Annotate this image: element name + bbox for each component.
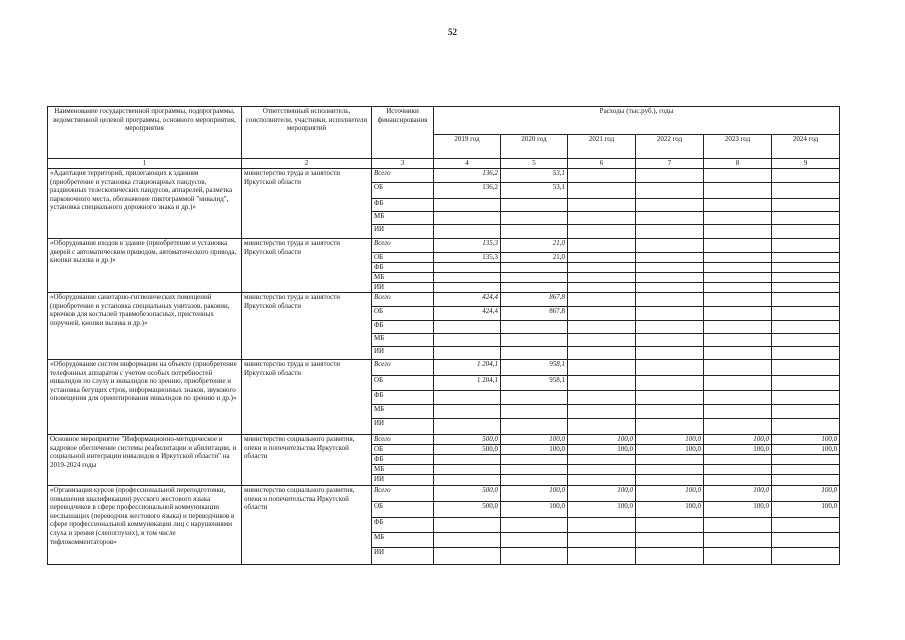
amount-cell: 100,0 [704,445,772,455]
amount-cell [501,263,568,273]
amount-cell [501,548,568,565]
amount-cell [772,334,840,347]
amount-cell [704,225,772,239]
activity-name: Основное мероприятие "Информационно-методическое и кадровое обеспечение системы реабилитации и абилитации, и социальной интеграции инвалидов в Иркутской области" на 2019-2024 годы [48,435,242,486]
table-row [48,486,840,502]
amount-cell [704,253,772,263]
amount-cell: 100,0 [501,445,568,455]
amount-cell [434,518,501,533]
amount-cell [434,419,501,435]
funding-source: Всего [372,435,434,445]
funding-source: ФБ [372,263,434,273]
amount-cell: 100,0 [568,445,636,455]
amount-cell [501,199,568,212]
amount-cell [568,391,636,405]
amount-cell [636,225,704,239]
amount-cell [568,169,636,183]
amount-cell [772,548,840,565]
amount-cell: 100,0 [772,486,840,502]
amount-cell [636,273,704,283]
executor: министерство социального развития, опеки и попечительства Иркутской области [242,486,372,565]
amount-cell [501,465,568,475]
amount-cell [501,475,568,486]
amount-cell [568,253,636,263]
amount-cell [772,283,840,293]
amount-cell [636,199,704,212]
amount-cell: 1 204,1 [434,360,501,376]
amount-cell [772,419,840,435]
expenses-table [47,106,840,565]
amount-cell [772,307,840,321]
amount-cell [704,376,772,391]
amount-cell [704,419,772,435]
amount-cell: 100,0 [501,435,568,445]
executor: министерство труда и занятости Иркутской области [242,239,372,293]
header-executor: Ответственный исполнитель, соисполнители, участники, исполнители мероприятий [242,107,372,159]
amount-cell [704,183,772,199]
amount-cell [704,360,772,376]
amount-cell [501,405,568,419]
funding-source: Всего [372,486,434,502]
amount-cell: 958,1 [501,360,568,376]
amount-cell [636,518,704,533]
amount-cell [704,334,772,347]
amount-cell [501,419,568,435]
amount-cell [772,347,840,360]
amount-cell [772,518,840,533]
funding-source: Всего [372,360,434,376]
funding-source: ФБ [372,518,434,533]
amount-cell [772,455,840,465]
amount-cell [434,455,501,465]
header-year: 2024 год [772,135,840,159]
funding-source: ФБ [372,455,434,465]
amount-cell [772,293,840,307]
amount-cell [704,293,772,307]
amount-cell [434,212,501,225]
amount-cell [568,419,636,435]
amount-cell [636,376,704,391]
activity-name: «Оборудование санитарно-гигиенических помещений (приобретение и установка специальных унитазов, раковин, крючков для костылей травмобезопасных, пристенных поручней, кнопки вызова и др.)» [48,293,242,360]
funding-source: МБ [372,273,434,283]
amount-cell [704,307,772,321]
amount-cell [704,455,772,465]
funding-source: ИИ [372,347,434,360]
amount-cell: 21,0 [501,239,568,253]
amount-cell [704,518,772,533]
table-row [48,239,840,253]
amount-cell [568,273,636,283]
amount-cell: 135,3 [434,239,501,253]
amount-cell [568,321,636,334]
amount-cell [434,465,501,475]
amount-cell [636,307,704,321]
amount-cell [636,405,704,419]
amount-cell [704,199,772,212]
activity-name: «Адаптация территорий, прилегающих к зданиям (приобретение и установка стационарных пандусов, раздвижных телескопических пандусов, аппарелей, разметка парковочного места, обозначение пиктограммой "инвалид", установка специального дорожного знака и др.)» [48,169,242,239]
funding-source: ИИ [372,225,434,239]
amount-cell [704,212,772,225]
amount-cell: 100,0 [704,435,772,445]
activity-name: «Оборудование систем информации на объекте (приобретение телефонных аппаратов с учетом особых потребностей инвалидов по слуху и инвалидов по зрению, приобретение и установка бегущих строк, информационных знаков, звукового оповещения для ориентирования инвалидов по зрению и др.)» [48,360,242,435]
executor: министерство труда и занятости Иркутской области [242,360,372,435]
executor: министерство труда и занятости Иркутской области [242,169,372,239]
amount-cell [704,391,772,405]
amount-cell [772,360,840,376]
amount-cell [772,321,840,334]
amount-cell [568,225,636,239]
amount-cell [501,518,568,533]
amount-cell [501,212,568,225]
funding-source: ОБ [372,502,434,518]
amount-cell [704,533,772,548]
amount-cell [636,419,704,435]
amount-cell [772,199,840,212]
amount-cell [501,533,568,548]
amount-cell [704,169,772,183]
amount-cell [568,518,636,533]
amount-cell [704,273,772,283]
amount-cell [636,391,704,405]
funding-source: ИИ [372,475,434,486]
amount-cell [636,253,704,263]
funding-source: Всего [372,293,434,307]
amount-cell [772,253,840,263]
amount-cell [568,475,636,486]
header-expenses: Расходы (тыс.руб.), годы [434,107,840,135]
amount-cell [704,263,772,273]
column-number: 3 [372,159,434,169]
funding-source: ОБ [372,445,434,455]
amount-cell [636,321,704,334]
amount-cell [772,475,840,486]
amount-cell: 100,0 [636,445,704,455]
amount-cell [568,465,636,475]
funding-source: МБ [372,212,434,225]
amount-cell [568,307,636,321]
amount-cell [636,263,704,273]
header-name: Наименование государственной программы, подпрограммы, ведомственной целевой программы, основного мероприятия, мероприятия [48,107,242,159]
amount-cell [704,465,772,475]
amount-cell: 53,1 [501,183,568,199]
amount-cell [501,347,568,360]
amount-cell: 100,0 [772,445,840,455]
funding-source: МБ [372,533,434,548]
amount-cell [568,283,636,293]
amount-cell [772,225,840,239]
column-number: 9 [772,159,840,169]
executor: министерство труда и занятости Иркутской области [242,293,372,360]
amount-cell: 500,0 [434,486,501,502]
amount-cell [434,225,501,239]
amount-cell: 500,0 [434,502,501,518]
amount-cell [434,405,501,419]
amount-cell: 100,0 [772,502,840,518]
amount-cell [772,391,840,405]
amount-cell: 136,2 [434,183,501,199]
amount-cell [568,376,636,391]
funding-source: Всего [372,239,434,253]
amount-cell [501,334,568,347]
amount-cell [501,273,568,283]
amount-cell [434,391,501,405]
amount-cell [636,533,704,548]
amount-cell [568,212,636,225]
funding-source: ФБ [372,199,434,212]
amount-cell [636,212,704,225]
amount-cell: 136,2 [434,169,501,183]
funding-source: ОБ [372,253,434,263]
amount-cell [772,533,840,548]
funding-source: ОБ [372,376,434,391]
amount-cell [568,334,636,347]
amount-cell [636,334,704,347]
activity-name: «Организация курсов (профессиональной переподготовки, повышения квалификации) русского жестового языка переводчиков в сфере профессиональной коммуникации неслышащих (переводчик жестового языка) и переводчиков в сфере профессиональной коммуникации лиц с нарушениями слуха и зрения (слепоглухих), в том числе тифлокомментаторов» [48,486,242,565]
column-number: 2 [242,159,372,169]
funding-source: МБ [372,465,434,475]
amount-cell [772,376,840,391]
amount-cell: 100,0 [704,486,772,502]
header-year: 2021 год [568,135,636,159]
funding-source: МБ [372,334,434,347]
amount-cell [434,263,501,273]
amount-cell [434,321,501,334]
amount-cell [434,548,501,565]
amount-cell [434,533,501,548]
amount-cell: 1 204,1 [434,376,501,391]
amount-cell [568,293,636,307]
amount-cell [636,548,704,565]
header-year: 2023 год [704,135,772,159]
amount-cell: 100,0 [772,435,840,445]
amount-cell [568,239,636,253]
amount-cell [704,347,772,360]
amount-cell [501,225,568,239]
amount-cell: 100,0 [636,486,704,502]
amount-cell [568,263,636,273]
amount-cell [434,475,501,486]
amount-cell [501,455,568,465]
table-row [48,293,840,307]
header-year: 2022 год [636,135,704,159]
amount-cell [704,475,772,486]
amount-cell: 100,0 [568,486,636,502]
amount-cell [568,548,636,565]
amount-cell [772,169,840,183]
amount-cell [501,321,568,334]
funding-source: ИИ [372,283,434,293]
funding-source: ФБ [372,321,434,334]
amount-cell [434,273,501,283]
amount-cell [704,283,772,293]
amount-cell [434,199,501,212]
amount-cell: 21,0 [501,253,568,263]
header-sources: Источники финансирования [372,107,434,159]
funding-source: ФБ [372,391,434,405]
column-number: 1 [48,159,242,169]
amount-cell: 53,1 [501,169,568,183]
amount-cell [772,263,840,273]
column-number: 6 [568,159,636,169]
amount-cell [772,212,840,225]
column-number: 4 [434,159,501,169]
amount-cell [568,347,636,360]
amount-cell: 100,0 [568,435,636,445]
amount-cell [704,321,772,334]
amount-cell [772,273,840,283]
amount-cell [636,360,704,376]
amount-cell [636,347,704,360]
amount-cell: 135,3 [434,253,501,263]
amount-cell [772,183,840,199]
column-number: 7 [636,159,704,169]
amount-cell [568,360,636,376]
amount-cell [636,283,704,293]
amount-cell [434,347,501,360]
executor: министерство социального развития, опеки и попечительства Иркутской области [242,435,372,486]
amount-cell: 100,0 [501,502,568,518]
amount-cell: 867,8 [501,293,568,307]
amount-cell [772,465,840,475]
amount-cell [636,475,704,486]
amount-cell: 500,0 [434,445,501,455]
amount-cell [636,293,704,307]
amount-cell [568,183,636,199]
amount-cell: 867,8 [501,307,568,321]
amount-cell: 100,0 [636,502,704,518]
amount-cell [772,239,840,253]
column-number: 5 [501,159,568,169]
amount-cell [568,199,636,212]
page-number: 52 [448,27,457,37]
amount-cell [501,391,568,405]
amount-cell [636,169,704,183]
activity-name: «Оборудование входов в здание (приобретение и установка дверей с автоматическим приводом, автоматического привода, кнопки вызова и др.)» [48,239,242,293]
table-row [48,360,840,376]
amount-cell [568,455,636,465]
funding-source: ОБ [372,307,434,321]
amount-cell: 100,0 [501,486,568,502]
amount-cell: 958,1 [501,376,568,391]
funding-source: ИИ [372,548,434,565]
funding-source: МБ [372,405,434,419]
amount-cell [568,405,636,419]
amount-cell: 424,4 [434,307,501,321]
funding-source: ОБ [372,183,434,199]
amount-cell [636,465,704,475]
funding-source: ИИ [372,419,434,435]
table-row [48,169,840,183]
amount-cell [636,455,704,465]
amount-cell [704,239,772,253]
amount-cell [636,183,704,199]
amount-cell [501,283,568,293]
amount-cell: 100,0 [636,435,704,445]
column-number: 8 [704,159,772,169]
amount-cell [772,405,840,419]
amount-cell: 100,0 [704,502,772,518]
amount-cell: 100,0 [568,502,636,518]
amount-cell: 500,0 [434,435,501,445]
table-row [48,435,840,445]
header-year: 2020 год [501,135,568,159]
header-year: 2019 год [434,135,501,159]
amount-cell: 424,4 [434,293,501,307]
amount-cell [568,533,636,548]
funding-source: Всего [372,169,434,183]
amount-cell [434,283,501,293]
amount-cell [636,239,704,253]
amount-cell [434,334,501,347]
amount-cell [704,405,772,419]
amount-cell [704,548,772,565]
